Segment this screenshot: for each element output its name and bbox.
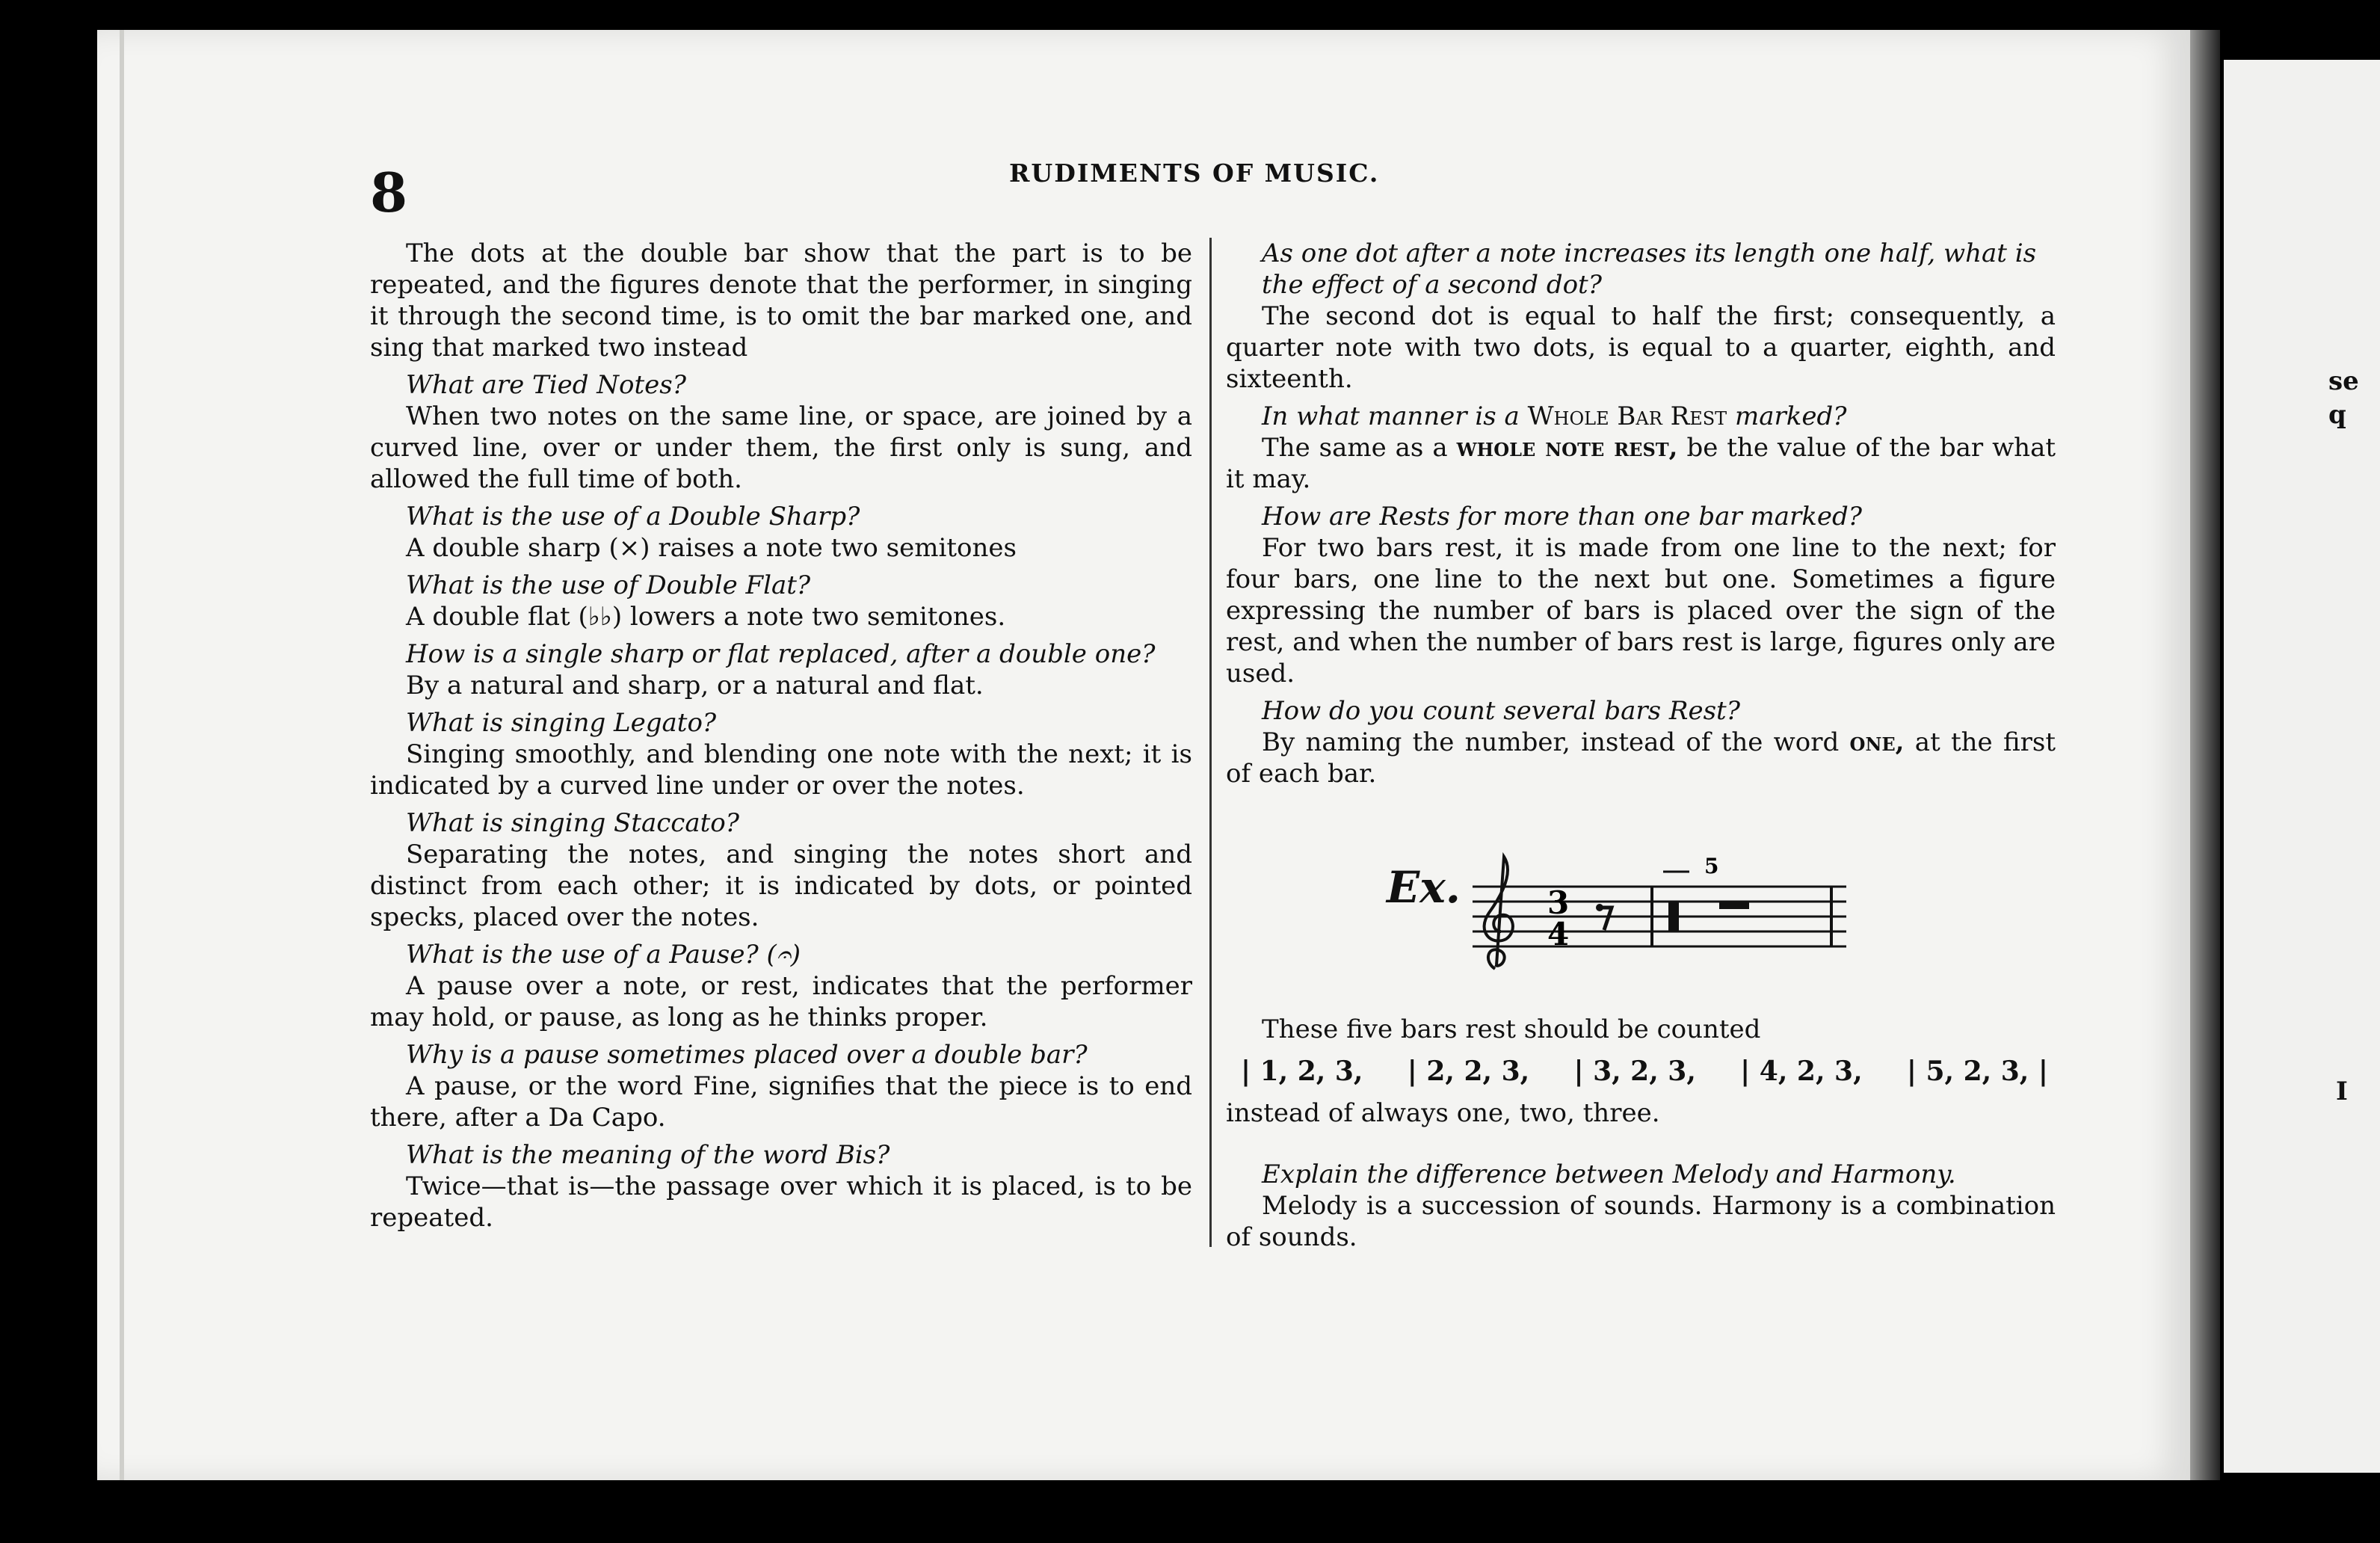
count-bar: | 5, 2, 3, | [1906,1056,2048,1087]
answer: When two notes on the same line, or space, are joined by a curved line, over or under them, the first only is sung, and allowed the full time of both. [370,401,1192,494]
question: In what manner is a Whole Bar Rest marked? [1262,401,1847,431]
answer: The same as a whole note rest, be the value of the bar what it may. [1226,433,2056,494]
staff-lines [1473,887,1846,946]
question: What are Tied Notes? [406,370,686,400]
question: As one dot after a note increases its length one half, what is the effect of a second dot? [1262,238,2037,300]
answer: By naming the number, instead of the word one, at the first of each bar. [1226,727,2056,789]
next-page-fragment: I [2336,1077,2348,1106]
example-label: Ex. [1387,862,1461,913]
counted-after: instead of always one, two, three. [1226,1098,1660,1128]
question: What is singing Staccato? [406,808,739,838]
page-edge [120,30,124,1480]
intro-paragraph: The dots at the double bar show that the part is to be repeated, and the figures denote that the performer, in singing it through the second time, is to omit the bar marked one, and sing that marked two instead [370,238,1192,363]
page-number: 8 [370,161,408,224]
term: one, [1849,727,1905,757]
count-bar: | 1, 2, 3, [1241,1056,1363,1087]
question: How is a single sharp or flat replaced, after a double one? [406,639,1156,669]
term: Whole Bar Rest [1527,401,1727,431]
next-page-fragment: se [2328,366,2359,396]
question: How do you count several bars Rest? [1262,696,1740,726]
count-bar: | 2, 2, 3, [1407,1056,1530,1087]
treble-clef-icon [1485,857,1513,969]
answer: Melody is a succession of sounds. Harmony is a combination of sounds. [1226,1191,2056,1252]
question: What is singing Legato? [406,708,717,738]
multi-bar-rest [1668,902,1679,931]
question: What is the use of Double Flat? [406,570,811,600]
answer: For two bars rest, it is made from one line to the next; for four bars, one line to the next but one. Sometimes a figure expressing the number of bars is placed over the sign of the rest, and when the number of bars rest is large, figures only are used. [1226,533,2056,689]
book-spine [2190,30,2220,1480]
eighth-rest-dot [1596,904,1603,911]
answer: A double flat (♭♭) lowers a note two semitones. [406,602,1006,632]
right-column [1226,238,2056,1253]
answer: The second dot is equal to half the first; consequently, a quarter note with two dots, is equal to a quarter, eighth, and sixteenth. [1226,301,2056,394]
answer: A double sharp (×) raises a note two semitones [406,533,1017,563]
next-page-fragment: q [2328,400,2346,430]
counted-caption: These five bars rest should be counted [1262,1014,1761,1044]
question: What is the use of a Double Sharp? [406,502,860,532]
count-row [1241,1053,2048,1090]
whole-rest [1719,902,1749,909]
question: What is the use of a Pause? (𝄐) [406,940,801,970]
question: Why is a pause sometimes placed over a double bar? [406,1040,1088,1070]
answer: By a natural and sharp, or a natural and flat. [406,671,984,700]
answer: Separating the notes, and singing the notes short and distinct from each other; it is indicated by dots, or pointed specks, placed over the notes. [370,840,1192,932]
count-bar: | 4, 2, 3, [1740,1056,1863,1087]
answer: Singing smoothly, and blending one note with the next; it is indicated by a curved line under or over the notes. [370,739,1192,801]
running-head: RUDIMENTS OF MUSIC. [1009,158,1380,188]
answer: Twice—that is—the passage over which it is placed, is to be repeated. [370,1171,1192,1233]
time-signature-top: 3 [1547,884,1570,921]
music-example [1226,842,2056,984]
next-page-edge [2224,60,2380,1473]
left-column [370,238,1192,1234]
question: Explain the difference between Melody and Harmony. [1262,1159,1956,1189]
time-signature-bottom: 4 [1547,916,1570,952]
term: whole note rest, [1456,433,1678,463]
answer: A pause over a note, or rest, indicates that the performer may hold, or pause, as long as he thinks proper. [370,971,1192,1032]
rest-count-number: 5 [1704,854,1719,878]
column-divider [1209,238,1212,1247]
count-bar: | 3, 2, 3, [1573,1056,1696,1087]
question: How are Rests for more than one bar marked? [1262,502,1862,532]
music-staff [1473,842,1861,984]
question: What is the meaning of the word Bis? [406,1140,890,1170]
answer: A pause, or the word Fine, signifies that the piece is to end there, after a Da Capo. [370,1071,1192,1133]
